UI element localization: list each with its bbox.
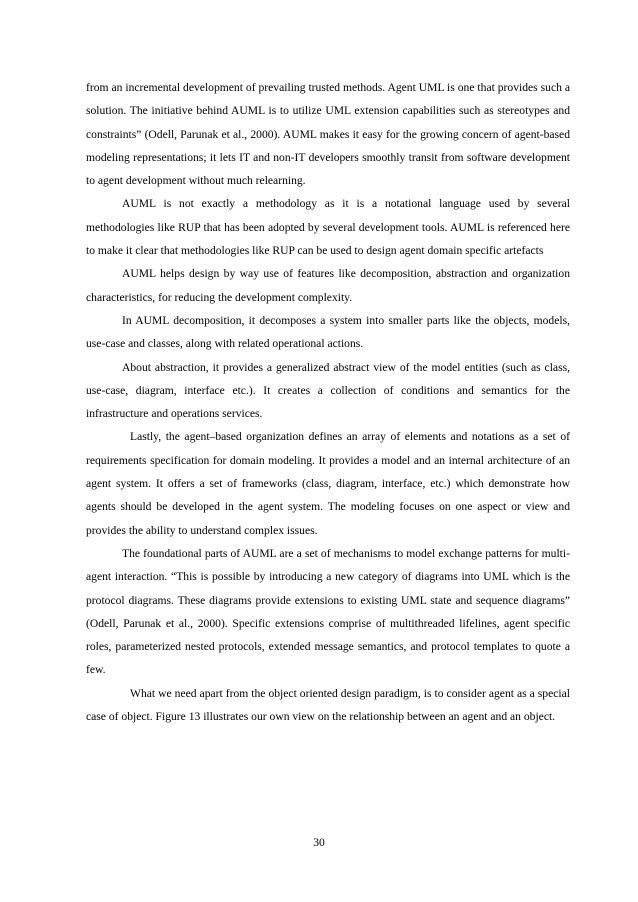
body-text bbox=[86, 76, 570, 728]
paragraph-auml-foundational-parts: The foundational parts of AUML are a set of mechanisms to model exchange patterns for multi-agent interaction. “This is possible by introducing a new category of diagrams into UML which is the protocol diagrams. These diagrams provide extensions to existing UML state and sequence diagrams” (Odell, Parunak et al., 2000). Specific extensions comprise of multithreaded lifelines, agent specific roles, parameterized nested protocols, extended message semantics, and protocol templates to quote a few. bbox=[86, 546, 570, 677]
paragraph-auml-design-features: AUML helps design by way use of features like decomposition, abstraction and organization characteristics, for reducing the development complexity. bbox=[86, 267, 570, 304]
paragraph-auml-abstraction: About abstraction, it provides a generalized abstract view of the model entities (such as class, use-case, diagram, interface etc.). It creates a collection of conditions and semantics for the infrastructure and operations services. bbox=[86, 360, 570, 421]
page-number: 30 bbox=[313, 836, 325, 849]
paragraph-auml-decomposition: In AUML decomposition, it decomposes a system into smaller parts like the objects, models, use-case and classes, along with related operational actions. bbox=[86, 313, 570, 351]
paragraph-auml-notational-language: AUML is not exactly a methodology as it is a notational language used by several methodologies like RUP that has been adopted by several development tools. AUML is referenced here to make it clear that methodologies like RUP can be used to design agent domain specific artefacts bbox=[86, 197, 570, 258]
paragraph-agent-based-organization: Lastly, the agent–based organization defines an array of elements and notations as a set of requirements specification for domain modeling. It provides a model and an internal architecture of an agent system. It offers a set of frameworks (class, diagram, interface, etc.) which demonstrate how agents should be developed in the agent system. The modeling focuses on one aspect or view and provides the ability to understand complex issues. bbox=[86, 430, 570, 537]
paragraph-agent-as-object: What we need apart from the object oriented design paradigm, is to consider agent as a special case of object. Figure 13 illustrates our own view on the relationship between an agent and an object. bbox=[86, 686, 570, 724]
paragraph-auml-intro-continued: from an incremental development of prevailing trusted methods. Agent UML is one that provides such a solution. The initiative behind AUML is to utilize UML extension capabilities such as stereotypes and constraints” (Odell, Parunak et al., 2000). AUML makes it easy for the growing concern of agent-based modeling representations; it lets IT and non-IT developers smoothly transit from software development to agent development without much relearning. bbox=[86, 81, 570, 188]
